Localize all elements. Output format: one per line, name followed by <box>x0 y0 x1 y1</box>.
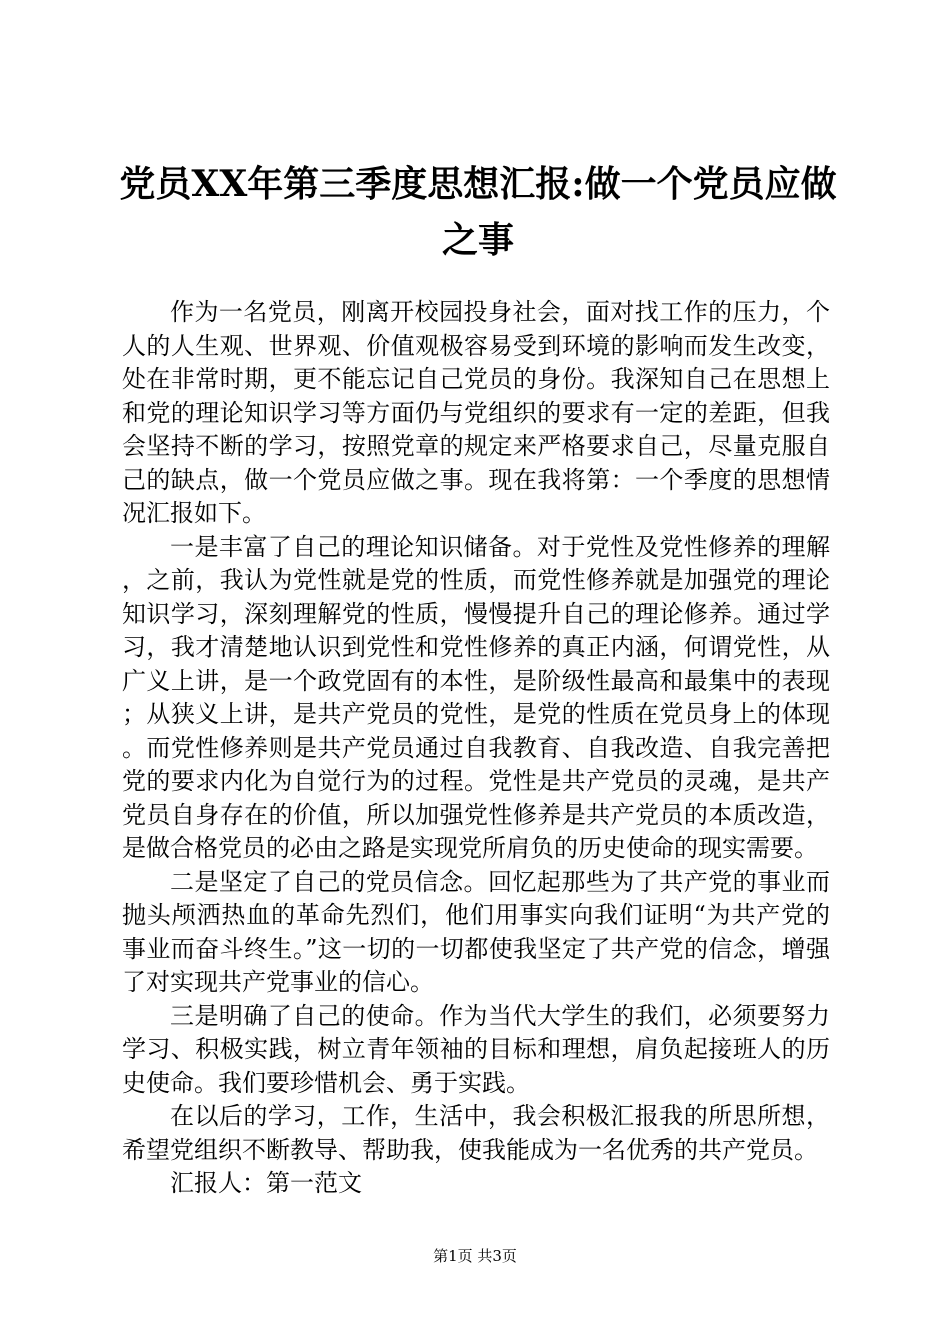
page-footer <box>0 1246 950 1266</box>
signature-line: 汇报人：第一范文 <box>170 1169 362 1197</box>
paragraph-belief: 二是坚定了自己的党员信念。回忆起那些为了共产党的事业而抛头颅洒热血的革命先烈们，他们用事实向我们证明“为共产党的事业而奋斗终生。”这一切的一切都使我坚定了共产党的信念，增强了对实现共产党事业的信心。 <box>122 867 830 996</box>
page-indicator: 第1页 共3页 <box>433 1247 517 1265</box>
paragraph-closing: 在以后的学习，工作，生活中，我会积极汇报我的所思所想，希望党组织不断教导、帮助我，使我能成为一名优秀的共产党员。 <box>122 1102 830 1164</box>
document-body <box>122 296 830 1201</box>
paragraph-theory: 一是丰富了自己的理论知识储备。对于党性及党性修养的理解，之前，我认为党性就是党的性质，而党性修养就是加强党的理论知识学习，深刻理解党的性质，慢慢提升自己的理论修养。通过学习，我才清楚地认识到党性和党性修养的真正内涵，何谓党性，从广义上讲，是一个政党固有的本性，是阶级性最高和最集中的表现；从狭义上讲，是共产党员的党性，是党的性质在党员身上的体现。而党性修养则是共产党员通过自我教育、自我改造、自我完善把党的要求内化为自觉行为的过程。党性是共产党员的灵魂，是共产党员自身存在的价值，所以加强党性修养是共产党员的本质改造，是做合格党员的必由之路是实现党所肩负的历史使命的现实需要。 <box>122 532 830 862</box>
paragraph-mission: 三是明确了自己的使命。作为当代大学生的我们，必须要努力学习、积极实践，树立青年领袖的目标和理想，肩负起接班人的历史使命。我们要珍惜机会、勇于实践。 <box>122 1001 830 1097</box>
paragraph-intro: 作为一名党员，刚离开校园投身社会，面对找工作的压力，个人的人生观、世界观、价值观极容易受到环境的影响而发生改变，处在非常时期，更不能忘记自己党员的身份。我深知自己在思想上和党的理论知识学习等方面仍与党组织的要求有一定的差距，但我会坚持不断的学习，按照党章的规定来严格要求自己，尽量克服自己的缺点，做一个党员应做之事。现在我将第：一个季度的思想情况汇报如下。 <box>122 298 830 527</box>
document-title: 党员XX年第三季度思想汇报:做一个党员应做之事 <box>119 163 837 261</box>
